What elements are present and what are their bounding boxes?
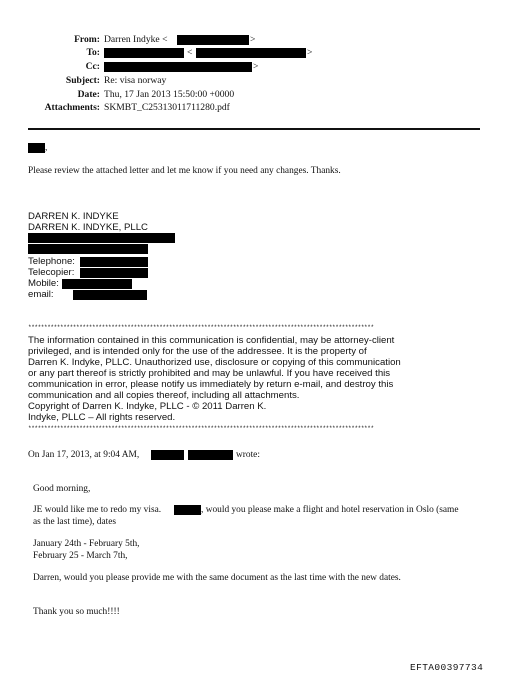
date-label: Date: bbox=[77, 89, 100, 100]
disclaimer-stars-top: ************************************************************************************************************ bbox=[28, 324, 374, 331]
mobile-label: Mobile: bbox=[28, 278, 59, 289]
to-close-bracket: > bbox=[307, 47, 313, 58]
from-close-bracket: > bbox=[250, 34, 256, 45]
signature-firm: DARREN K. INDYKE, PLLC bbox=[28, 222, 148, 233]
cc-close-bracket: > bbox=[253, 61, 259, 72]
subject-label: Subject: bbox=[65, 75, 100, 86]
redaction-to-name bbox=[104, 48, 184, 58]
disclaimer-line-1: The information contained in this communication is confidential, may be attorney-client bbox=[28, 335, 395, 346]
from-label: From: bbox=[74, 34, 100, 45]
reply-message: Please review the attached letter and let me know if you need any changes. Thanks. bbox=[28, 166, 341, 176]
redaction-from-email bbox=[177, 35, 249, 45]
quoted-paragraph-1c: as the last time), dates bbox=[33, 517, 117, 527]
redaction-to-email bbox=[196, 48, 306, 58]
redaction-sender-last bbox=[188, 450, 233, 460]
salutation-comma: , bbox=[45, 143, 48, 153]
cc-label: Cc: bbox=[85, 61, 100, 72]
disclaimer-line-2: privileged, and is intended only for the use of the addressee. It is the property of bbox=[28, 346, 367, 357]
redaction-sender-first bbox=[151, 450, 184, 460]
from-value: Darren Indyke < bbox=[104, 34, 168, 45]
quoted-closing: Thank you so much!!!! bbox=[33, 607, 120, 617]
to-open-bracket: < bbox=[187, 47, 193, 58]
disclaimer-stars-bottom: ************************************************************************************************************ bbox=[28, 425, 374, 432]
signature-name: DARREN K. INDYKE bbox=[28, 211, 119, 222]
quoted-intro-prefix: On Jan 17, 2013, at 9:04 AM, bbox=[28, 450, 140, 460]
quoted-intro-suffix: wrote: bbox=[236, 450, 260, 460]
redaction-address-2 bbox=[28, 244, 148, 254]
disclaimer-line-4: or any part thereof is strictly prohibited and may be unlawful. If you have received this bbox=[28, 368, 391, 379]
disclaimer-line-8: Indyke, PLLC – All rights reserved. bbox=[28, 412, 176, 423]
redaction-telephone bbox=[80, 257, 148, 267]
subject-value: Re: visa norway bbox=[104, 75, 167, 86]
attachments-value[interactable]: SKMBT_C25313011711280.pdf bbox=[104, 102, 230, 113]
date-value: Thu, 17 Jan 2013 15:50:00 +0000 bbox=[104, 89, 235, 100]
quoted-greeting: Good morning, bbox=[33, 484, 91, 494]
quoted-paragraph-2: Darren, would you please provide me with the same document as the last time with the new dates. bbox=[33, 573, 401, 583]
disclaimer-line-3: Darren K. Indyke, PLLC. Unauthorized use, disclosure or copying of this communication bbox=[28, 357, 401, 368]
redaction-cc bbox=[104, 62, 252, 72]
redaction-recipient-name bbox=[28, 143, 48, 153]
redaction-address-1 bbox=[28, 233, 175, 243]
document-id: EFTA00397734 bbox=[410, 662, 484, 673]
disclaimer-line-5: communication in error, please notify us immediately by return e-mail, and destroy this bbox=[28, 379, 394, 390]
disclaimer-line-6: communication and all copies thereof, including all attachments. bbox=[28, 390, 300, 401]
quoted-date-2: February 25 - March 7th, bbox=[33, 551, 128, 561]
quoted-paragraph-1a: JE would like me to redo my visa. bbox=[33, 505, 162, 515]
attachments-label: Attachments: bbox=[44, 102, 100, 113]
telephone-label: Telephone: bbox=[28, 256, 75, 267]
header-divider bbox=[28, 128, 480, 130]
to-label: To: bbox=[86, 47, 100, 58]
telecopier-label: Telecopier: bbox=[28, 267, 75, 278]
redaction-addressee bbox=[174, 505, 201, 515]
redaction-email bbox=[73, 290, 147, 300]
redaction-telecopier bbox=[80, 268, 148, 278]
quoted-paragraph-1b: , would you please make a flight and hotel reservation in Oslo (same bbox=[201, 505, 459, 515]
email-label: email: bbox=[28, 289, 54, 300]
redaction-mobile bbox=[62, 279, 132, 289]
quoted-date-1: January 24th - February 5th, bbox=[33, 539, 140, 549]
disclaimer-line-7: Copyright of Darren K. Indyke, PLLC - © 2011 Darren K. bbox=[28, 401, 267, 412]
